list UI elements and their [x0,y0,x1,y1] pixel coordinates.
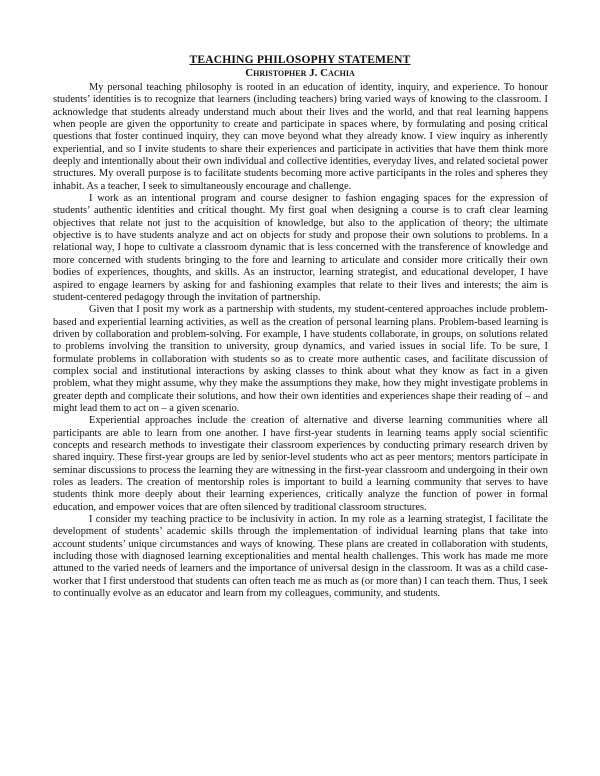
document-body [53,82,548,600]
paragraph-1: My personal teaching philosophy is rooted in an education of identity, inquiry, and experience. To honour students’ identities is to recognize that learners (including teachers) bring varied ways of knowing to the classroom. I acknowledge that students already understand much about their lives and the world, and that real learning happens when people are given the opportunity to create and participate in spaces where, by formulating and posing critical questions that foster continued inquiry, they can move beyond what they already know. I view inquiry as inherently experiential, and so I invite students to share their experiences and participate in activities that have them think more deeply and intentionally about their own individual and collective identities, everyday lives, and related societal power structures. My overall purpose is to facilitate students becoming more active participants in the roles and spheres they inhabit. As a teacher, I seek to simultaneously encourage and challenge. [53,82,548,192]
document-title: TEACHING PHILOSOPHY STATEMENT [189,54,411,66]
paragraph-2: I work as an intentional program and course designer to fashion engaging spaces for the expression of students’ authentic identities and critical thought. My first goal when designing a course is to craft clear learning objectives that relate not just to the acquisition of knowledge, but also to the application of theory; the ultimate objective is to have students analyze and act on objects for study and propose their own solutions to problems. In a relational way, I hope to cultivate a classroom dynamic that is less concerned with the transference of knowledge and more concerned with students bringing to the fore and learning to articulate and consider more critically their own bodies of experiences, thoughts, and skills. As an instructor, learning strategist, and educational developer, I have aspired to engage learners by asking for and fashioning examples that relate to their lives and interests; the aim is student-centered pedagogy through the invitation of partnership. [53,193,548,303]
paragraph-5: I consider my teaching practice to be inclusivity in action. In my role as a learning strategist, I facilitate the development of students’ academic skills through the implementation of individual learning plans that take into account students’ unique circumstances and ways of knowing. These plans are created in collaboration with students, including those with diagnosed learning exceptionalities and mental health challenges. This work has made me more attuned to the varied needs of learners and the importance of universal design in the classroom. It was as a child case-worker that I first understood that students can often teach me as much as (or more than) I can teach them. Thus, I seek to continually evolve as an educator and learn from my colleagues, community, and students. [53,514,548,600]
document-author: Christopher J. Cachia [245,67,355,79]
paragraph-3: Given that I posit my work as a partnership with students, my student-centered approaches include problem-based and experiential learning activities, as well as the creation of personal learning plans. Problem-based learning is driven by collaboration and problem-solving. For example, I have students collaborate, in groups, on solutions related to problems involving the transition to university, group dynamics, and varied issues in social life. To be sure, I formulate problems in collaboration with students so as to create more authentic cases, and facilitate discussion of complex social and institutional interactions by asking classes to think about what they know as fact in a given problem, what they might assume, why they make the assumptions they make, how they might investigate problems in greater depth and complicate their solutions, and how their own identities and experiences shape their reading of – and might lead them to act on – a given scenario. [53,304,548,414]
paragraph-4: Experiential approaches include the creation of alternative and diverse learning communities where all participants are able to learn from one another. I have first-year students in learning teams apply social scientific concepts and research methods to investigate their classroom experiences by conducting primary research driven by shared inquiry. These first-year groups are led by senior-level students who act as peer mentors; mentors participate in seminar discussions to process the learning they are witnessing in the first-year classroom and undergoing in their own roles as leaders. The creation of mentorship roles is important to build a learning community that serves to have students think more deeply about their learning experiences, critically analyze the function of power in formal education, and empower voices that are often silenced by traditional classroom structures. [53,415,548,513]
